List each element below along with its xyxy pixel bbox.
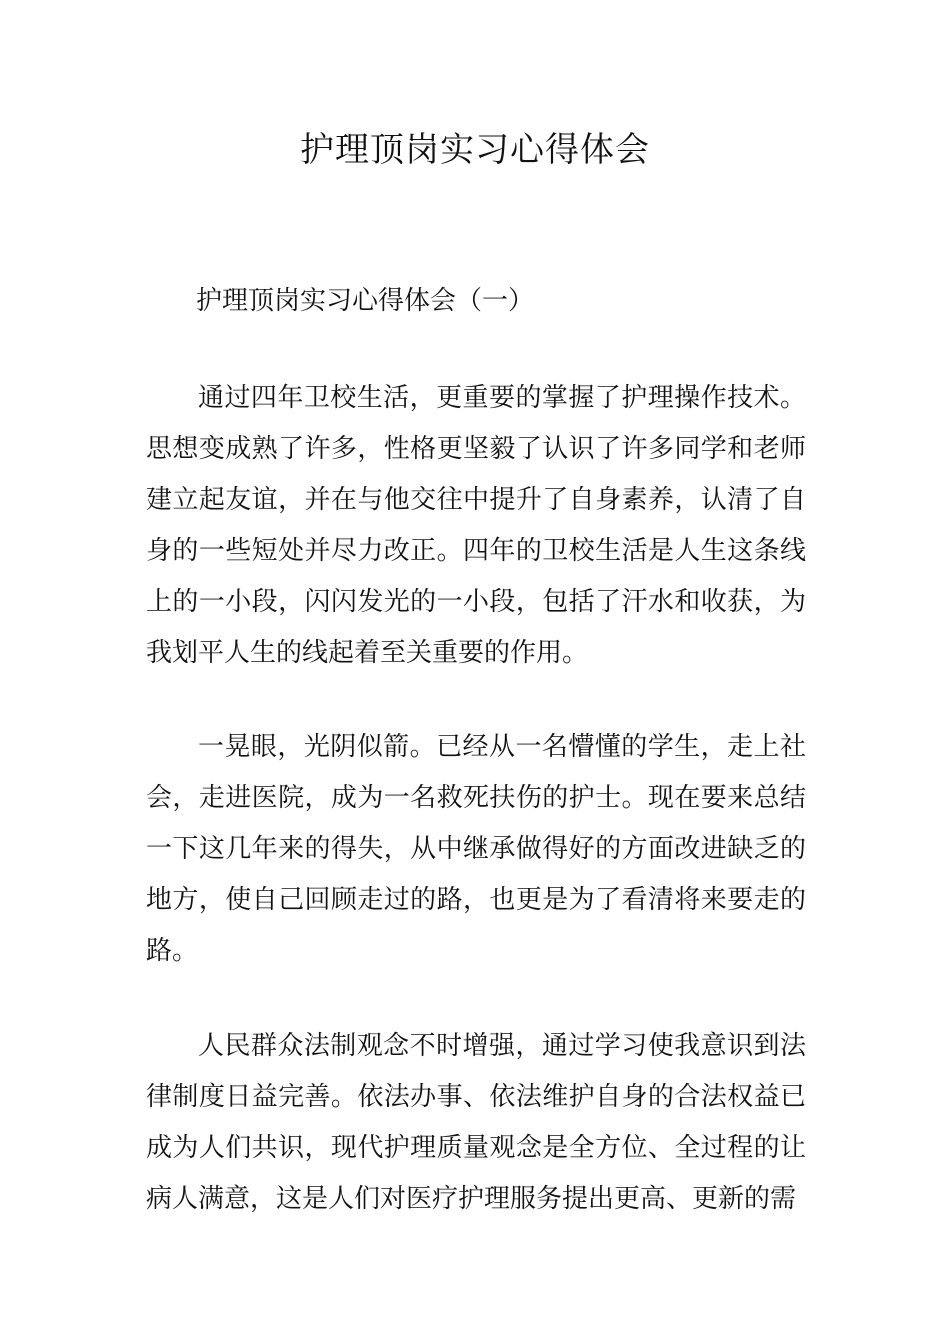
paragraph: 一晃眼，光阴似箭。已经从一名懵懂的学生，走上社会，走进医院，成为一名救死扶伤的护士。现在要来总结一下这几年来的得失，从中继承做得好的方面改进缺乏的地方，使自己回顾走过的路，也更是为了看清将来要走的路。	[146, 732, 806, 966]
paragraph: 人民群众法制观念不时增强，通过学习使我意识到法律制度日益完善。依法办事、依法维护自身的合法权益已成为人们共识，现代护理质量观念是全方位、全过程的让病人满意，这是人们对医疗护理服务提出更高、更新的需	[146, 1031, 806, 1214]
page-title: 护理顶岗实习心得体会	[300, 130, 650, 170]
section-subtitle: 护理顶岗实习心得体会（一）	[196, 286, 535, 316]
paragraph: 通过四年卫校生活，更重要的掌握了护理操作技术。思想变成熟了许多，性格更坚毅了认识了许多同学和老师建立起友谊，并在与他交往中提升了自身素养，认清了自身的一些短处并尽力改正。四年的卫校生活是人生这条线上的一小段，闪闪发光的一小段，包括了汗水和收获，为我划平人生的线起着至关重要的作用。	[146, 383, 806, 668]
